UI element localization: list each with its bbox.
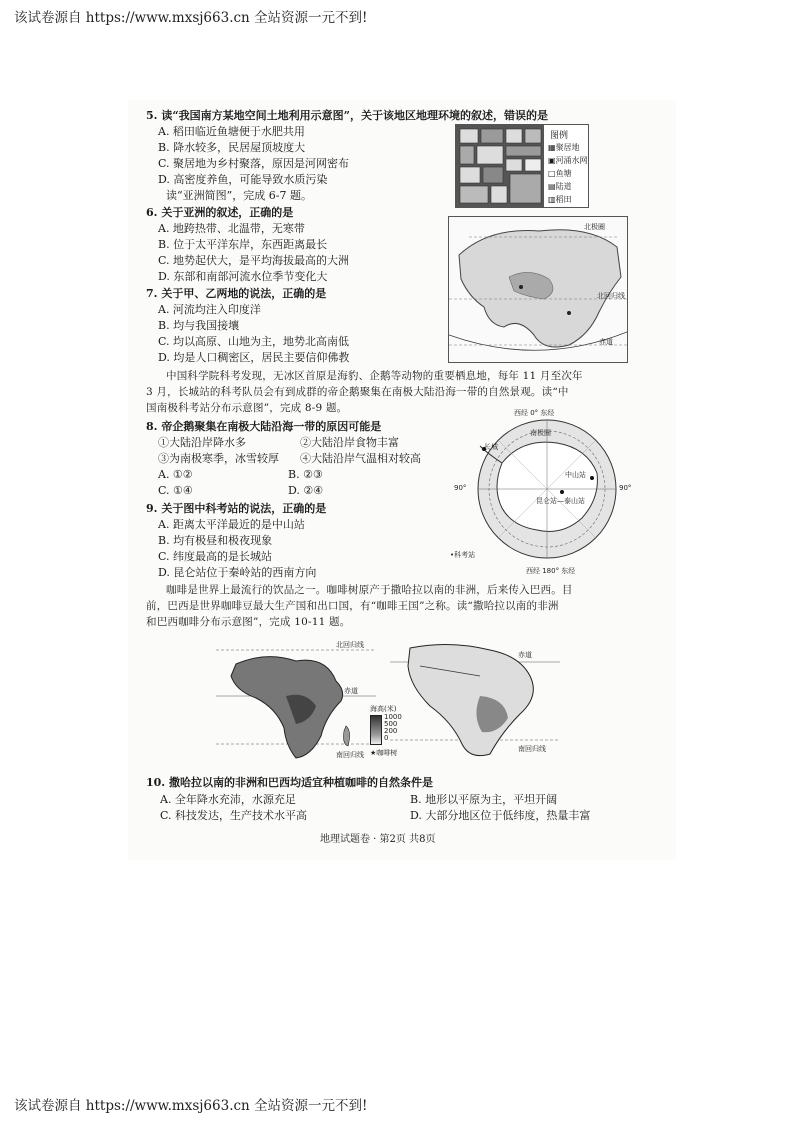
q6-option-b: B. 位于太平洋东岸，东西距离最长: [158, 238, 328, 251]
antarctica-right-deg: 90°: [619, 484, 632, 492]
antarctica-map: [462, 418, 632, 560]
q7-option-c: C. 均以高原、山地为主，地势北高南低: [158, 335, 350, 348]
brazil-equator-label: 赤道: [518, 651, 532, 659]
q10-option-d: D. 大部分地区位于低纬度，热量丰富: [410, 809, 591, 822]
africa-tropic-cancer-label: 北回归线: [336, 641, 364, 649]
legend-road-label: 陆道: [555, 182, 572, 191]
antarctica-top-label: 西经 0° 东经: [514, 409, 555, 417]
q8-statement-1: ①大陆沿岸降水多: [158, 436, 246, 449]
q8-option-a: A. ①②: [158, 468, 193, 481]
asia-map-figure: [448, 216, 628, 363]
intro-10-11-line1: 咖啡是世界上最流行的饮品之一。咖啡树原产于撒哈拉以南的非洲，后来传入巴西。目: [166, 584, 573, 596]
q9-option-d: D. 昆仑站位于秦岭站的西南方向: [158, 566, 317, 579]
q8-stem: 8. 帝企鹅聚集在南极大陆沿海一带的原因可能是: [146, 420, 382, 433]
legend-river-label: 河涌水网: [555, 156, 588, 165]
africa-coffee-map: [216, 636, 376, 766]
africa-equator-label: 赤道: [344, 687, 358, 695]
elevation-0: 0: [384, 734, 389, 742]
q9-option-a: A. 距离太平洋最近的是中山站: [158, 518, 305, 531]
q9-option-b: B. 均有极昼和极夜现象: [158, 534, 273, 547]
q6-stem: 6. 关于亚洲的叙述，正确的是: [146, 206, 294, 219]
asia-label-tropic: 北回归线: [597, 292, 625, 300]
page-footer: 地理试题卷 · 第2页 共8页: [320, 834, 436, 845]
intro-8-9-line3: 国南极科考站分布示意图”，完成 8-9 题。: [146, 402, 348, 414]
antarctica-left-deg: 90°: [454, 484, 467, 492]
q8-option-d: D. ②④: [288, 484, 324, 497]
station-kunlun-taishan: 昆仑站—泰山站: [536, 497, 585, 505]
q9-stem: 9. 关于图中科考站的说法，正确的是: [146, 502, 327, 515]
q6-option-a: A. 地跨热带、北温带，无寒带: [158, 222, 305, 235]
station-zhongshan: 中山站: [565, 471, 586, 479]
q10-option-c: C. 科技发达，生产技术水平高: [160, 809, 308, 822]
intro-8-9-line1: 中国科学院科考发现，无冰区首原是海豹、企鹅等动物的重要栖息地，每年 11 月至次年: [166, 370, 583, 382]
legend-paddy: ▥稻田: [548, 195, 572, 204]
q7-option-d: D. 均是人口稠密区，居民主要信仰佛教: [158, 351, 350, 364]
legend-road: ▤陆道: [548, 182, 572, 191]
station-changcheng: 长城: [484, 443, 498, 451]
asia-label-equator: 赤道: [599, 338, 613, 346]
q8-option-c: C. ①④: [158, 484, 193, 497]
land-use-figure: [455, 124, 589, 208]
elevation-1000: 1000: [384, 713, 402, 721]
intro-8-9-line2: 3 月，长城站的科考队员会有到成群的帝企鹅聚集在南极大陆沿海一带的自然景观。读“中: [146, 386, 569, 398]
q10-option-a: A. 全年降水充沛，水源充足: [160, 793, 296, 806]
legend-paddy-label: 稻田: [555, 195, 572, 204]
antarctica-figure: [454, 418, 632, 560]
africa-tropic-capricorn-label: 南回归线: [336, 751, 364, 759]
q5-stem: 5. 读“我国南方某地空间土地利用示意图”，关于该地区地理环境的叙述，错误的是: [146, 109, 548, 122]
asia-label-arctic-circle: 北极圈: [584, 223, 605, 231]
coffee-star-icon: ★: [370, 749, 377, 757]
q6-option-c: C. 地势起伏大，是平均海拔最高的大洲: [158, 254, 350, 267]
brazil-tropic-capricorn-label: 南回归线: [518, 745, 546, 753]
intro-6-7: 读“亚洲简图”，完成 6-7 题。: [166, 189, 312, 202]
coffee-legend: [370, 704, 420, 764]
station-legend: •科考站: [450, 551, 476, 559]
legend-settlement: ▦聚居地: [548, 143, 580, 152]
elevation-color-bar: [370, 715, 382, 745]
legend-pond-label: 鱼塘: [555, 169, 572, 178]
q8-statement-2: ②大陆沿岸食物丰富: [300, 436, 399, 449]
q8-option-b: B. ②③: [288, 468, 323, 481]
q7-option-b: B. 均与我国接壤: [158, 319, 240, 332]
elevation-200: 200: [384, 727, 398, 735]
elevation-legend-title: 海高(米): [370, 705, 397, 713]
intro-10-11-line3: 和巴西咖啡分布示意图”，完成 10-11 题。: [146, 616, 351, 628]
q5-option-b: B. 降水较多，民居屋顶坡度大: [158, 141, 306, 154]
legend-river-network: ▣河涌水网: [548, 156, 588, 165]
q7-stem: 7. 关于甲、乙两地的说法，正确的是: [146, 287, 327, 300]
intro-10-11-line2: 前，巴西是世界咖啡豆最大生产国和出口国，有“咖啡王国”之称。读“撒哈拉以南的非洲: [146, 600, 559, 612]
q6-option-d: D. 东部和南部河流水位季节变化大: [158, 270, 328, 283]
watermark-top: 该试卷源自 https://www.mxsj663.cn 全站资源一元不到!: [14, 10, 368, 26]
q8-statement-4: ④大陆沿岸气温相对较高: [300, 452, 421, 465]
antarctica-bottom-label: 西经 180° 东经: [526, 567, 576, 575]
coffee-tree-label: 咖啡树: [376, 749, 398, 757]
q5-option-a: A. 稻田临近鱼塘便于水肥共用: [158, 125, 305, 138]
coffee-tree-legend: [370, 748, 397, 758]
q7-option-a: A. 河流均注入印度洋: [158, 303, 261, 316]
watermark-bottom: 该试卷源自 https://www.mxsj663.cn 全站资源一元不到!: [14, 1098, 368, 1114]
q10-stem: 10. 撒哈拉以南的非洲和巴西均适宜种植咖啡的自然条件是: [146, 776, 433, 789]
q8-statement-3: ③为南极寒季，冰雪较厚: [158, 452, 279, 465]
antarctic-circle-label: 南极圈: [530, 429, 551, 437]
q10-option-b: B. 地形以平原为主，平坦开阔: [410, 793, 558, 806]
legend-fish-pond: □鱼塘: [548, 169, 572, 178]
q5-option-d: D. 高密度养鱼，可能导致水质污染: [158, 173, 328, 186]
africa-map-svg: [216, 636, 376, 766]
land-legend-title: 图例: [550, 131, 569, 141]
elevation-500: 500: [384, 720, 398, 728]
q9-option-c: C. 纬度最高的是长城站: [158, 550, 273, 563]
q5-option-c: C. 聚居地为乡村聚落，原因是河网密布: [158, 157, 350, 170]
legend-settlement-label: 聚居地: [555, 143, 580, 152]
